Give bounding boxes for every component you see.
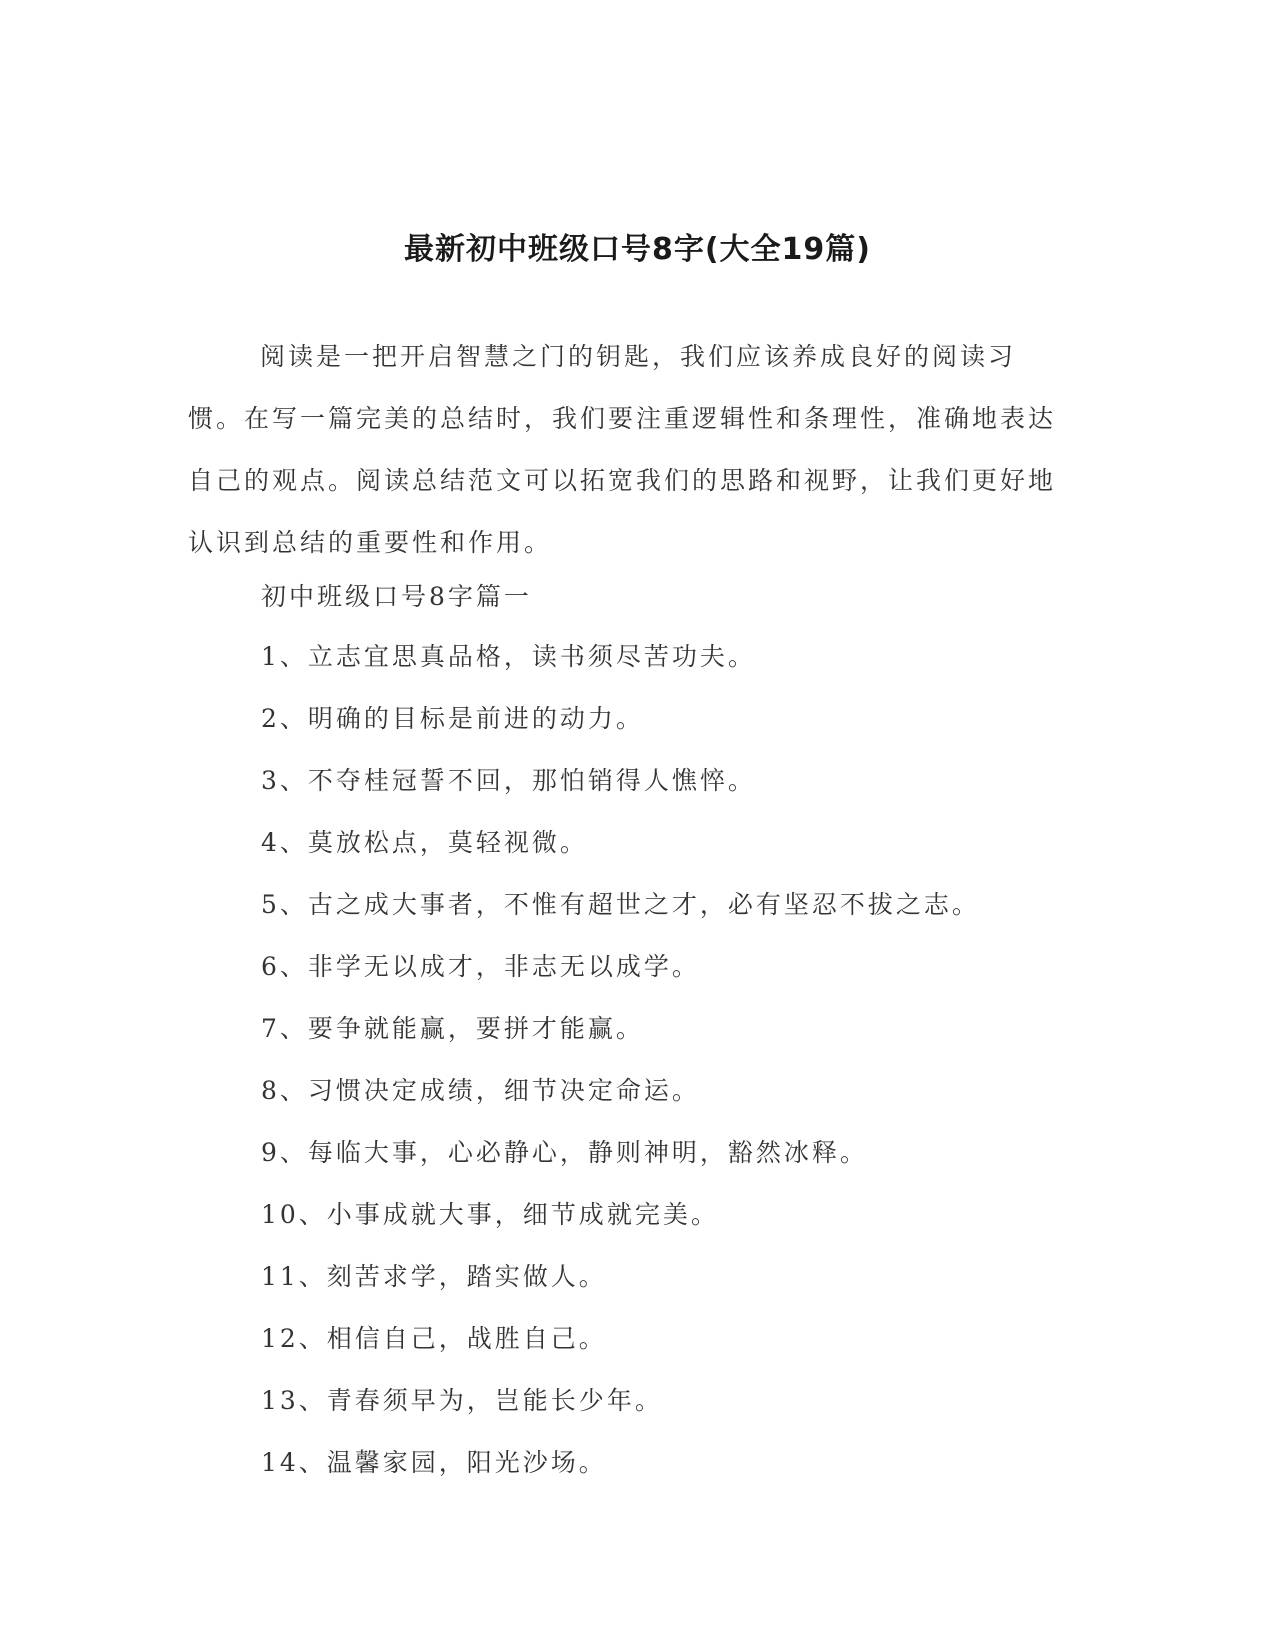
slogan-item: 13、青春须早为，岂能长少年。 <box>261 1386 663 1415</box>
slogan-item: 7、要争就能赢，要拼才能赢。 <box>261 1014 644 1043</box>
slogan-item: 6、非学无以成才，非志无以成学。 <box>261 952 700 981</box>
slogan-item: 3、不夺桂冠誓不回，那怕销得人憔悴。 <box>261 766 756 795</box>
slogan-item: 12、相信自己，战胜自己。 <box>261 1324 607 1353</box>
slogan-item: 1、立志宜思真品格，读书须尽苦功夫。 <box>261 642 756 671</box>
section-heading: 初中班级口号8字篇一 <box>261 582 532 611</box>
slogan-item: 8、习惯决定成绩，细节决定命运。 <box>261 1076 700 1105</box>
document-title: 最新初中班级口号8字(大全19篇) <box>403 232 872 268</box>
slogan-item: 4、莫放松点，莫轻视微。 <box>261 828 588 857</box>
slogan-item: 10、小事成就大事，细节成就完美。 <box>261 1200 719 1229</box>
intro-paragraph: 阅读是一把开启智慧之门的钥匙，我们应该养成良好的阅读习惯。在写一篇完美的总结时，我们要注重逻辑性和条理性，准确地表达自己的观点。阅读总结范文可以拓宽我们的思路和视野，让我们更好地认识到总结的重要性和作用。 <box>188 342 1057 557</box>
slogan-item: 5、古之成大事者，不惟有超世之才，必有坚忍不拔之志。 <box>261 890 980 919</box>
slogan-list <box>261 637 980 1505</box>
slogan-item: 11、刻苦求学，踏实做人。 <box>261 1262 607 1291</box>
slogan-item: 9、每临大事，心必静心，静则神明，豁然冰释。 <box>261 1138 868 1167</box>
slogan-item: 2、明确的目标是前进的动力。 <box>261 704 644 733</box>
slogan-item: 14、温馨家园，阳光沙场。 <box>261 1448 607 1477</box>
